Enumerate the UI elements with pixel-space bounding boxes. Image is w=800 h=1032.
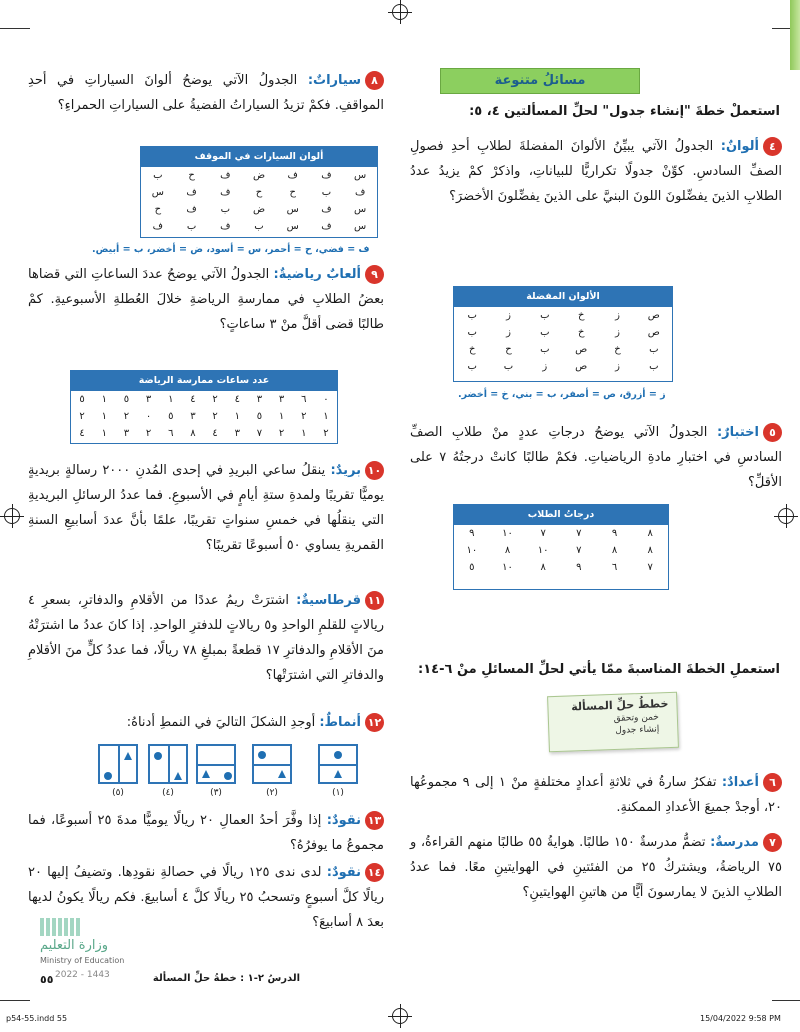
table-cell: ٣ bbox=[278, 394, 285, 405]
problem-keyword: ألوانٌ: bbox=[720, 139, 759, 154]
table-cell: خ bbox=[468, 344, 476, 355]
table-cell: ٨ bbox=[647, 545, 653, 556]
table-cell: ٨ bbox=[190, 428, 196, 439]
table-title: درجاتُ الطلاب bbox=[454, 505, 668, 525]
crop-mark bbox=[0, 1000, 30, 1001]
car-colors-table bbox=[140, 146, 378, 238]
table-cell: ٢ bbox=[212, 411, 218, 422]
table-cell: ف bbox=[152, 221, 164, 232]
table-cell: ١ bbox=[168, 394, 174, 405]
table-cell: ب bbox=[503, 361, 514, 372]
table-cell: ٣ bbox=[234, 428, 240, 439]
crop-mark bbox=[0, 28, 30, 29]
table-grid bbox=[454, 525, 668, 576]
problem-9 bbox=[28, 262, 384, 337]
table-cell: ٥ bbox=[79, 394, 85, 405]
table-cell: ب bbox=[540, 327, 550, 338]
crop-mark bbox=[772, 1000, 800, 1001]
section-heading: استعملِ الخطةَ المناسبةَ ممّا يأتي لحلِّ المسائلِ منْ ٦-١٤: bbox=[418, 662, 780, 677]
table-cell: ف bbox=[321, 170, 332, 181]
table-cell: ب bbox=[540, 310, 550, 321]
problem-6 bbox=[410, 770, 782, 820]
problem-keyword: مدرسةٌ: bbox=[710, 835, 759, 850]
pattern-shape-5 bbox=[98, 744, 138, 784]
problem-text: الجدولُ الآتي يوضحُ عددَ الساعاتِ التي قضاها بعضُ الطلابِ في ممارسةِ الرياضةِ خلالَ العُطلةِ الأسبوعيةِ. كمْ طالبًا قضى أقلَّ منْ ٣ ساعاتٍ؟ bbox=[28, 267, 384, 332]
table-cell: ٣ bbox=[123, 428, 130, 439]
table-cell: ١٠ bbox=[502, 562, 513, 573]
problem-keyword: اختبارٌ: bbox=[716, 425, 759, 440]
table-cell: ٩ bbox=[611, 528, 618, 539]
pattern-shape-3 bbox=[196, 744, 236, 784]
print-date: 15/04/2022 9:58 PM bbox=[700, 1014, 781, 1023]
table-cell: ٤ bbox=[212, 428, 218, 439]
table-cell: ٠ bbox=[323, 394, 329, 405]
problem-11 bbox=[28, 588, 384, 688]
problem-text: لدى ندى ١٢٥ ريالًا في حصالةِ نقودِها. وتضيفُ إليها ٢٠ ريالًا كلَّ أسبوعٍ وتسحبُ ٢٥ ريالًا كلَّ ٤ أسابيعَ. فكم ريالًا يكونُ لديها بعدَ ٨ أسابيعَ؟ bbox=[28, 865, 385, 930]
pattern-label: (٤) bbox=[162, 788, 174, 798]
table-cell: ض bbox=[252, 204, 266, 215]
table-cell: ف bbox=[186, 204, 197, 215]
table-cell: ٢ bbox=[123, 411, 130, 422]
table-cell: ب bbox=[467, 327, 477, 338]
ministry-name-ar: وزارة التعليم bbox=[40, 938, 109, 953]
problem-number: ٦ bbox=[763, 773, 782, 792]
table-cell: ف bbox=[287, 170, 298, 181]
problem-number: ١٢ bbox=[365, 713, 384, 732]
table-grid bbox=[141, 167, 377, 235]
table-cell: ب bbox=[220, 204, 230, 215]
table-cell: ٢ bbox=[212, 394, 218, 405]
table-cell: ف bbox=[220, 221, 231, 232]
table-cell: ب bbox=[467, 361, 477, 372]
problem-7 bbox=[410, 830, 782, 905]
table-cell: ف bbox=[220, 187, 231, 198]
registration-mark-right bbox=[778, 508, 794, 524]
problem-5 bbox=[410, 420, 782, 495]
table-cell: س bbox=[286, 221, 299, 232]
table-cell: خ bbox=[577, 327, 585, 338]
table-cell: ٤ bbox=[190, 394, 196, 405]
dot-shape bbox=[154, 752, 162, 760]
table-cell: ٣ bbox=[145, 394, 152, 405]
table-cell: ١ bbox=[101, 428, 107, 439]
problem-number: ٨ bbox=[365, 71, 384, 90]
edition-year: 2022 - 1443 bbox=[55, 970, 110, 980]
problem-keyword: أنماطٌ: bbox=[319, 715, 361, 730]
table-cell: ٢ bbox=[323, 428, 329, 439]
problem-keyword: ألعابٌ رياضيةٌ: bbox=[273, 267, 361, 282]
table-cell: ٩ bbox=[576, 562, 582, 573]
note-item: خمن وتحقق bbox=[613, 712, 660, 724]
table-cell: خ bbox=[577, 310, 585, 321]
pattern-shape-4 bbox=[148, 744, 188, 784]
table-cell: ٢ bbox=[278, 428, 285, 439]
problem-keyword: قرطاسيةٌ: bbox=[296, 593, 361, 608]
table-cell: ٢ bbox=[79, 411, 85, 422]
problem-keyword: أعدادٌ: bbox=[721, 775, 759, 790]
table-cell: ١٠ bbox=[502, 528, 513, 539]
problem-number: ٤ bbox=[763, 137, 782, 156]
page-number: ٥٥ bbox=[40, 973, 54, 986]
table-cell: ص bbox=[647, 327, 660, 338]
problem-12 bbox=[28, 710, 384, 735]
table-cell: ف bbox=[321, 221, 332, 232]
strategies-note bbox=[547, 692, 679, 753]
table-cell: ٨ bbox=[611, 545, 618, 556]
problem-number: ٧ bbox=[763, 833, 782, 852]
table-cell: ١ bbox=[234, 411, 240, 422]
problem-10 bbox=[28, 458, 384, 558]
problem-text: أوجدِ الشكلَ التاليَ في النمطِ أدناهُ: bbox=[126, 715, 316, 730]
table-cell: ٦ bbox=[168, 428, 174, 439]
pattern-shape-1 bbox=[318, 744, 358, 784]
note-item: إنشاء جدول bbox=[615, 724, 660, 736]
print-file-name: p54-55.indd 55 bbox=[6, 1014, 68, 1023]
problem-number: ١٣ bbox=[365, 811, 384, 830]
pattern-label: (٥) bbox=[112, 788, 124, 798]
section-banner: مسائلُ متنوعة bbox=[440, 68, 640, 94]
table-cell: ف bbox=[186, 187, 197, 198]
triangle-shape bbox=[124, 752, 132, 760]
registration-mark-left bbox=[4, 508, 20, 524]
table-cell: ز bbox=[506, 310, 511, 321]
table-cell: ب bbox=[649, 361, 659, 372]
table-cell: ب bbox=[254, 221, 264, 232]
table-cell: ١ bbox=[101, 394, 107, 405]
table-cell: ب bbox=[186, 221, 197, 232]
table-cell: ٣ bbox=[190, 411, 196, 422]
table-cell: ض bbox=[252, 170, 266, 181]
table-cell: س bbox=[151, 187, 164, 198]
table-cell: ب bbox=[540, 344, 550, 355]
sports-hours-table bbox=[70, 370, 338, 444]
problem-text: اشترَتْ ريمُ عددًا من الأقلامِ والدفاترِ، بسعرِ ٤ ريالاتٍ للقلمِ الواحدِ و٥ ريالاتٍ للدفترِ الواحدِ. إذا كانَ عددُ ما اشترَتْهُ منَ الأقلامِ والدفاترِ ١٧ قطعةً بمبلغِ ٧٨ ريالًا، فما عددُ كلٍّ منَ الأقلامِ والدفاترِ التي اشترَتْها؟ bbox=[28, 593, 385, 683]
table-grid bbox=[454, 307, 672, 375]
table-cell: ٥ bbox=[168, 411, 174, 422]
problem-number: ١١ bbox=[365, 591, 384, 610]
problem-8 bbox=[28, 68, 384, 118]
table-cell: ص bbox=[575, 361, 588, 372]
problem-number: ١٠ bbox=[365, 461, 384, 480]
problem-keyword: نقودٌ: bbox=[326, 813, 361, 828]
table-cell: ص bbox=[575, 344, 588, 355]
table-cell: ٥ bbox=[123, 394, 130, 405]
problem-number: ١٤ bbox=[365, 863, 384, 882]
table-cell: ح bbox=[154, 204, 162, 215]
dot-shape bbox=[104, 772, 112, 780]
table-title: عدد ساعات ممارسة الرياضة bbox=[71, 371, 337, 391]
table-cell: ٦ bbox=[611, 562, 618, 573]
table-cell: ٨ bbox=[647, 528, 653, 539]
problem-text: الجدولُ الآتي يبيِّنُ الألوانَ المفضلةَ لطلابِ أحدِ فصولِ الصفِّ السادسِ. كوِّنْ جدولًا تكراريًّا للبياناتِ، واذكرْ كمْ يزيدُ عددُ الطلابِ الذينَ يفضِّلونَ اللونَ البنيَّ على الذينَ يفضِّلونَ الأخضرَ؟ bbox=[410, 139, 782, 204]
table-cell: ح bbox=[255, 187, 263, 198]
pattern-label: (٣) bbox=[210, 788, 222, 798]
pattern-label: (٢) bbox=[266, 788, 278, 798]
problem-text: الجدولُ الآتي يوضحُ درجاتِ عددٍ منْ طلابِ الصفِّ السادسِ في اختبارِ مادةِ الرياضياتِ. فكمْ طالبًا كانتْ درجتُهُ ٧ على الأقلِّ؟ bbox=[410, 425, 782, 490]
triangle-shape bbox=[202, 770, 210, 778]
registration-mark-bottom bbox=[392, 1008, 408, 1024]
dot-shape bbox=[258, 751, 266, 759]
table-cell: ٩ bbox=[469, 528, 475, 539]
table-grid bbox=[71, 391, 337, 442]
section-heading: استعملْ خطةَ "إنشاء جدول" لحلِّ المسألتين ٤، ٥: bbox=[469, 104, 780, 119]
table-cell: ح bbox=[289, 187, 296, 198]
lesson-title: الدرسُ ٢-١ : خطةُ حلِّ المسألة bbox=[152, 973, 300, 984]
table-cell: ب bbox=[467, 310, 477, 321]
table-cell: ب bbox=[321, 187, 332, 198]
table-cell: خ bbox=[614, 344, 621, 355]
table-cell: ٥ bbox=[469, 562, 475, 573]
table-cell: ب bbox=[153, 170, 163, 181]
table-cell: ١ bbox=[101, 411, 107, 422]
note-title: خططُ حلِّ المسألة bbox=[570, 697, 669, 714]
table-cell: س bbox=[286, 204, 299, 215]
table-cell: ٧ bbox=[576, 545, 582, 556]
page-edge-tab bbox=[790, 0, 800, 70]
table-legend: ز = أزرق، ص = أصفر، ب = بني، خ = أخضر. bbox=[458, 389, 666, 400]
table-cell: ف bbox=[354, 187, 366, 198]
table-cell: ٠ bbox=[145, 411, 152, 422]
table-legend: ف = فضي، ح = أحمر، س = أسود، ض = أخضر، ب = أبيض. bbox=[92, 244, 370, 255]
registration-mark-top bbox=[392, 4, 408, 20]
problem-keyword: بريدٌ: bbox=[330, 463, 361, 478]
table-cell: ٢ bbox=[145, 428, 152, 439]
triangle-shape bbox=[334, 770, 342, 778]
table-cell: ٦ bbox=[301, 394, 307, 405]
triangle-shape bbox=[278, 770, 286, 778]
table-cell: ٨ bbox=[540, 562, 546, 573]
problem-4 bbox=[410, 134, 782, 209]
table-cell: س bbox=[354, 170, 367, 181]
table-cell: ٢ bbox=[301, 411, 307, 422]
problem-number: ٥ bbox=[763, 423, 782, 442]
lesson-footer bbox=[40, 973, 300, 984]
student-grades-table bbox=[453, 504, 669, 590]
dot-shape bbox=[334, 751, 342, 759]
dot-shape bbox=[224, 772, 232, 780]
table-cell: ٧ bbox=[576, 528, 582, 539]
problem-text: إذا وفَّرَ أحدُ العمالِ ٢٠ ريالًا يوميًّا مدةَ ٢٥ أسبوعًا، فما مجموعُ ما يوفرُهُ؟ bbox=[28, 813, 384, 853]
table-cell: ف bbox=[321, 204, 332, 215]
table-cell: ١ bbox=[278, 411, 285, 422]
table-cell: ٤ bbox=[234, 394, 240, 405]
table-cell: ح bbox=[188, 170, 195, 181]
triangle-shape bbox=[174, 772, 182, 780]
problem-number: ٩ bbox=[365, 265, 384, 284]
table-cell: س bbox=[354, 204, 367, 215]
table-cell: ف bbox=[220, 170, 231, 181]
table-cell: ز bbox=[615, 310, 620, 321]
problem-text: تفكرُ سارةُ في ثلاثةِ أعدادٍ مختلفةٍ منْ ١ إلى ٩ مجموعُها ٢٠، أوجدْ جميعَ الأعدادِ الممكنةِ. bbox=[410, 775, 782, 815]
table-cell: ص bbox=[647, 310, 660, 321]
table-cell: ب bbox=[649, 344, 659, 355]
problem-text: ينقلُ ساعي البريدِ في إحدى المُدنِ ٢٠٠٠ رسالةٍ بريديةٍ يوميًّا تقريبًا ولمدةِ ستةِ أيامٍ في الأسبوعِ. فما عددُ الرسائلِ البريديةِ التي ينقلُها في خمسِ سنواتٍ تقريبًا، علمًا بأنَّ عددَ أسابيعِ السنةِ القمريةِ يساوي ٥٠ أسبوعًا تقريبًا؟ bbox=[28, 463, 384, 553]
problem-text: الجدولُ الآتي يوضحُ ألوانَ السياراتِ في أحدِ المواقفِ. فكمْ تزيدُ السياراتُ الفضيةُ على السياراتِ الحمراءِ؟ bbox=[28, 73, 384, 113]
table-cell: ٤ bbox=[79, 428, 85, 439]
ministry-name-en: Ministry of Education bbox=[40, 956, 125, 965]
table-title: الألوان المفضلة bbox=[454, 287, 672, 307]
table-cell: ح bbox=[505, 344, 512, 355]
table-cell: ز bbox=[615, 327, 620, 338]
ministry-logo bbox=[40, 918, 140, 968]
problem-text: تضمُّ مدرسةٌ ١٥٠ طالبًا. هوايةُ ٥٥ طالبًا منهم القراءةُ، و ٧٥ الرياضةُ، ويشتركُ ٢٥ من الفئتينِ في الهوايتينِ معًا. فما عددُ الطلابِ الذينَ لا يمارسونَ أيًّا من هاتينِ الهوايتينِ؟ bbox=[410, 835, 782, 900]
table-title: ألوان السيارات في الموقف bbox=[141, 147, 377, 167]
table-cell: ز bbox=[615, 361, 620, 372]
problem-keyword: سياراتٌ: bbox=[307, 73, 361, 88]
table-cell: ٧ bbox=[256, 428, 263, 439]
table-cell: ٨ bbox=[504, 545, 511, 556]
pattern-label: (١) bbox=[332, 788, 344, 798]
table-cell: ٥ bbox=[256, 411, 263, 422]
table-cell: ١ bbox=[323, 411, 329, 422]
table-cell: ز bbox=[542, 361, 548, 372]
favorite-colors-table bbox=[453, 286, 673, 382]
problem-keyword: نقودٌ: bbox=[326, 865, 362, 880]
table-cell: ١٠ bbox=[466, 545, 478, 556]
table-cell: ٧ bbox=[647, 562, 653, 573]
table-cell: ١ bbox=[301, 428, 307, 439]
table-cell: ٣ bbox=[256, 394, 263, 405]
table-cell: س bbox=[354, 221, 367, 232]
table-cell: ٧ bbox=[540, 528, 546, 539]
pattern-shape-2 bbox=[252, 744, 292, 784]
table-cell: ١٠ bbox=[537, 545, 549, 556]
problem-13 bbox=[28, 808, 384, 858]
ministry-logo-mark bbox=[40, 918, 80, 936]
table-cell: ز bbox=[506, 327, 511, 338]
